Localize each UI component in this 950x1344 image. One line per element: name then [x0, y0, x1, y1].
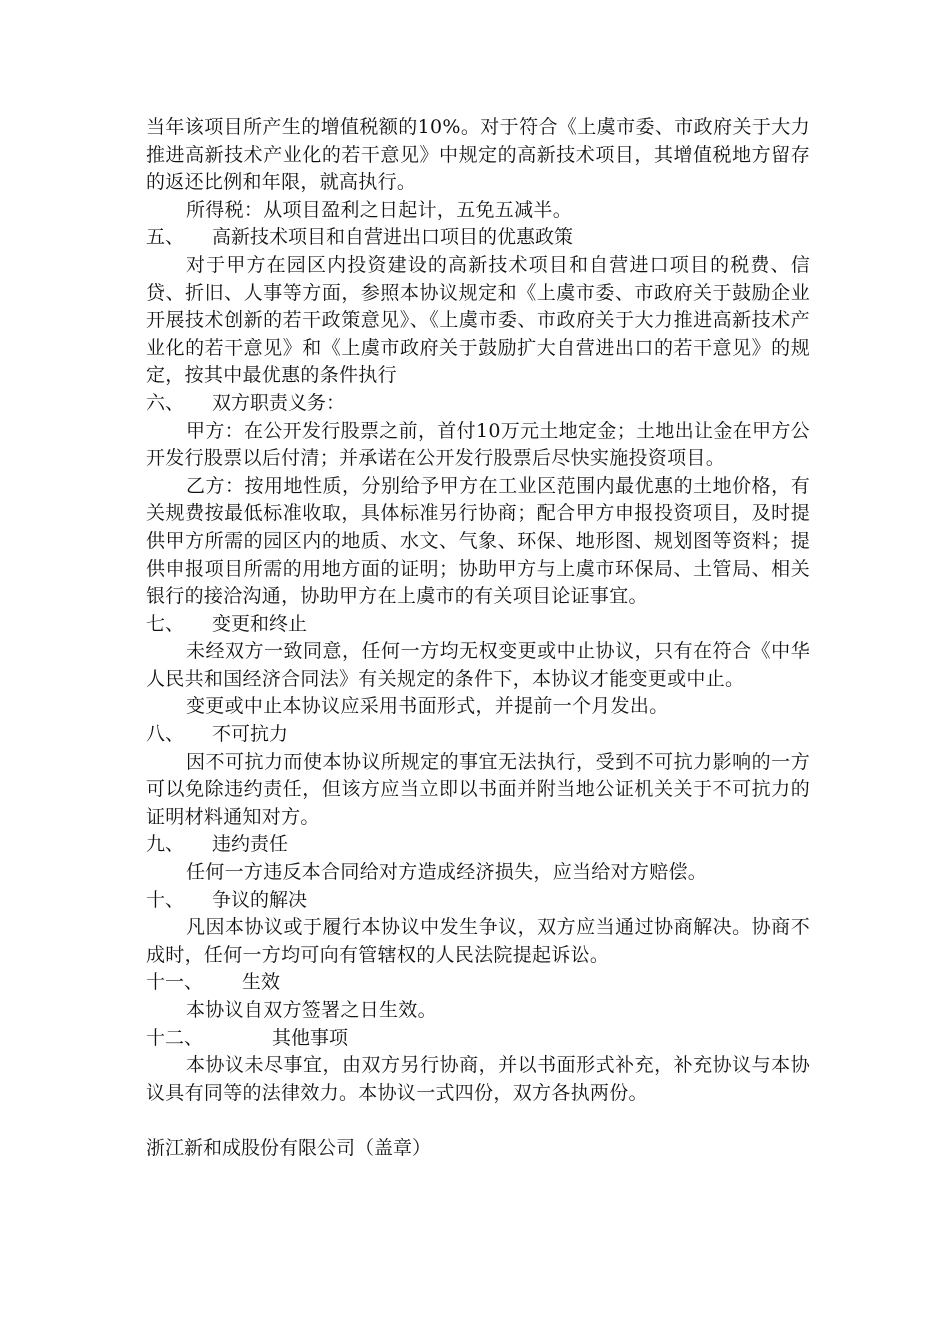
- section-number: 九、: [146, 833, 185, 856]
- section-number: 七、: [146, 612, 185, 635]
- section-number: 八、: [146, 723, 185, 746]
- section-number: 五、: [146, 226, 185, 249]
- section-heading: [146, 887, 810, 915]
- paragraph: 本协议自双方签署之日生效。: [186, 999, 437, 1021]
- section-title: 变更和终止: [212, 612, 308, 635]
- section-heading: [146, 1025, 810, 1053]
- section-heading: [146, 969, 810, 997]
- section-title: 双方职责义务：: [212, 391, 346, 414]
- paragraph: 未经双方一致同意，任何一方均无权变更或中止协议，只有在符合《中华人民共和国经济合同法》有关规定的条件下，本协议才能变更或中止。: [146, 640, 810, 690]
- section-title: 生效: [242, 971, 281, 994]
- document-page: [146, 114, 810, 1163]
- paragraph: 对于甲方在园区内投资建设的高新技术项目和自营进口项目的税费、信贷、折旧、人事等方面，参照本协议规定和《上虞市委、市政府关于鼓励企业开展技术创新的若干政策意见》、《上虞市委、市政府关于大力推进高新技术产业化的若干意见》和《上虞市政府关于鼓励扩大自营进出口的若干意见》的规定，按其中最优惠的条件执行: [146, 253, 810, 387]
- paragraph: 甲方：在公开发行股票之前，首付10万元土地定金；土地出让金在甲方公开发行股票以后付清；并承诺在公开发行股票后尽快实施投资项目。: [146, 419, 810, 470]
- section-heading: [146, 721, 810, 749]
- section-title: 不可抗力: [212, 723, 289, 746]
- paragraph: 乙方：按用地性质，分别给予甲方在工业区范围内最优惠的土地价格，有关规费按最低标准收取，具体标准另行协商；配合甲方申报投资项目，及时提供甲方所需的园区内的地质、水文、气象、环保、地形图、规划图等资料；提供申报项目所需的用地方面的证明；协助甲方与上虞市环保局、土管局、相关银行的接洽沟通，协助甲方在上虞市的有关项目论证事宜。: [146, 474, 810, 608]
- section-heading: [146, 831, 810, 859]
- paragraph: 凡因本协议或于履行本协议中发生争议，双方应当通过协商解决。协商不成时，任何一方均可向有管辖权的人民法院提起诉讼。: [146, 916, 810, 966]
- paragraph: 所得税：从项目盈利之日起计，五免五减半。: [186, 198, 573, 221]
- section-heading: [146, 390, 810, 418]
- paragraph: 变更或中止本协议应采用书面形式，并提前一个月发出。: [186, 695, 669, 718]
- section-title: 违约责任: [212, 833, 289, 856]
- paragraph: 任何一方违反本合同给对方造成经济损失，应当给对方赔偿。: [186, 861, 708, 884]
- section-title: 其他事项: [272, 1026, 349, 1049]
- section-number: 十二、: [146, 1026, 204, 1049]
- section-title: 争议的解决: [212, 888, 308, 911]
- paragraph: 当年该项目所产生的增值税额的10%。对于符合《上虞市委、市政府关于大力推进高新技术产业化的若干意见》中规定的高新技术项目，其增值税地方留存的返还比例和年限，就高执行。: [146, 116, 810, 194]
- section-title: 高新技术项目和自营进出口项目的优惠政策: [212, 226, 574, 249]
- signature-line: 浙江新和成股份有限公司（盖章）: [146, 1136, 432, 1159]
- paragraph: 因不可抗力而使本协议所规定的事宜无法执行，受到不可抗力影响的一方可以免除违约责任，但该方应当立即以书面并附当地公证机关关于不可抗力的证明材料通知对方。: [146, 750, 810, 828]
- section-heading: [146, 224, 810, 252]
- section-number: 十、: [146, 888, 185, 911]
- section-number: 六、: [146, 391, 185, 414]
- paragraph: 本协议未尽事宜，由双方另行协商，并以书面形式补充，补充协议与本协议具有同等的法律效力。本协议一式四份，双方各执两份。: [146, 1054, 810, 1104]
- section-heading: [146, 611, 810, 639]
- blank-line: [146, 1107, 810, 1135]
- section-number: 十一、: [146, 971, 204, 994]
